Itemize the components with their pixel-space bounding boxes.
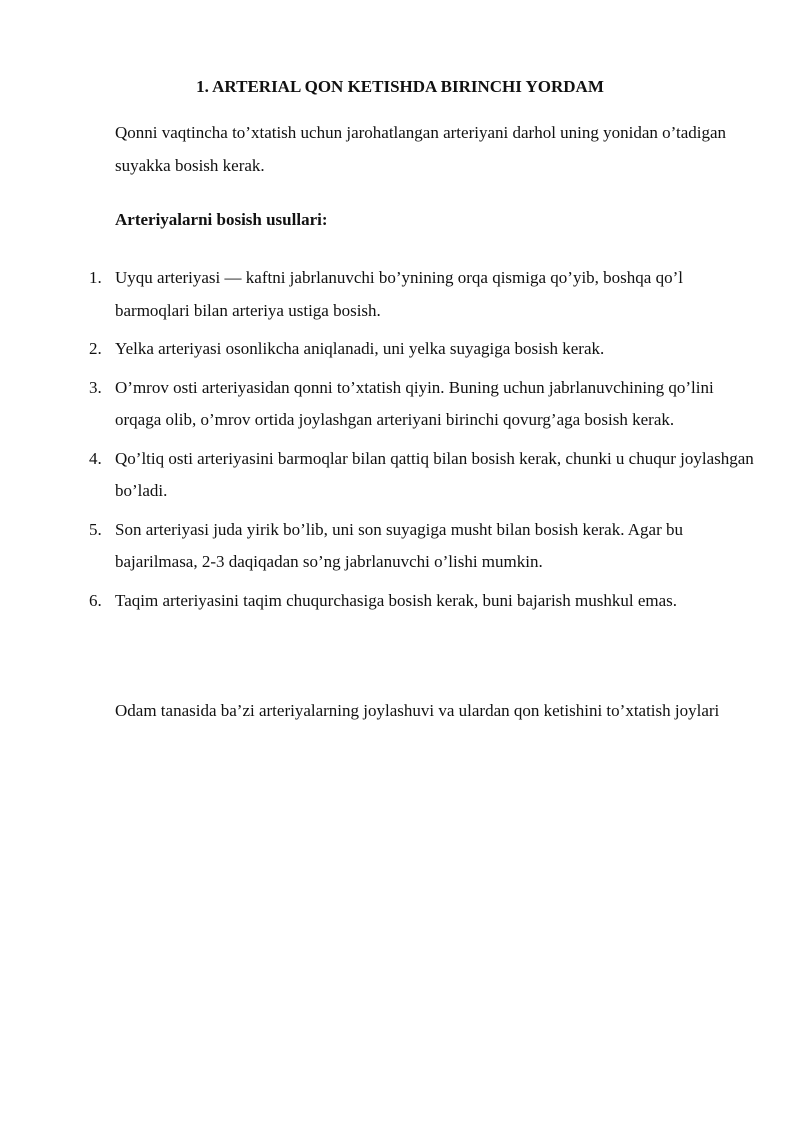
- list-item-number: 4.: [89, 448, 102, 468]
- list-item-text: Son arteriyasi juda yirik bo’lib, uni son suyagiga musht bilan bosish kerak. Agar bu bajarilmasa, 2-3 daqiqadan so’ng jabrlanuvchi o’lishi mumkin.: [115, 519, 684, 571]
- list-item-number: 5.: [89, 519, 102, 539]
- list-item: [0, 443, 755, 508]
- list-item-number: 3.: [89, 377, 102, 397]
- list-item: [0, 333, 755, 366]
- methods-list: [0, 262, 800, 623]
- list-item-number: 2.: [89, 339, 102, 358]
- list-item-text: Taqim arteriyasini taqim chuqurchasiga bosish kerak, buni bajarish mushkul emas.: [115, 590, 678, 610]
- list-item-text: Qo’ltiq osti arteriyasini barmoqlar bilan qattiq bilan bosish kerak, chunki u chuqur joylashgan bo’ladi.: [115, 448, 754, 500]
- list-item-number: 1.: [89, 268, 102, 287]
- closing-paragraph: Odam tanasida ba’zi arteriyalarning joylashuvi va ulardan qon ketishini to’xtatish joylari: [115, 701, 720, 720]
- list-item: [0, 372, 755, 437]
- intro-paragraph: Qonni vaqtincha to’xtatish uchun jarohatlangan arteriyani darhol uning yonidan o’tadigan suyakka bosish kerak.: [115, 123, 727, 175]
- list-item: [0, 262, 755, 327]
- list-item-number: 6.: [89, 590, 102, 610]
- document-title: 1. ARTERIAL QON KETISHDA BIRINCHI YORDAM: [196, 77, 604, 96]
- methods-subheading: Arteriyalarni bosish usullari:: [115, 210, 328, 229]
- list-item-text: Yelka arteriyasi osonlikcha aniqlanadi, uni yelka suyagiga bosish kerak.: [115, 339, 605, 358]
- list-item-text: O’mrov osti arteriyasidan qonni to’xtatish qiyin. Buning uchun jabrlanuvchining qo’lini orqaga olib, o’mrov ortida joylashgan arteriyani birinchi qovurg’aga bosish kerak.: [115, 377, 714, 429]
- list-item: [0, 514, 755, 579]
- list-item: [0, 585, 755, 618]
- list-item-text: Uyqu arteriyasi — kaftni jabrlanuvchi bo’ynining orqa qismiga qo’yib, boshqa qo’l barmoqlari bilan arteriya ustiga bosish.: [115, 268, 683, 320]
